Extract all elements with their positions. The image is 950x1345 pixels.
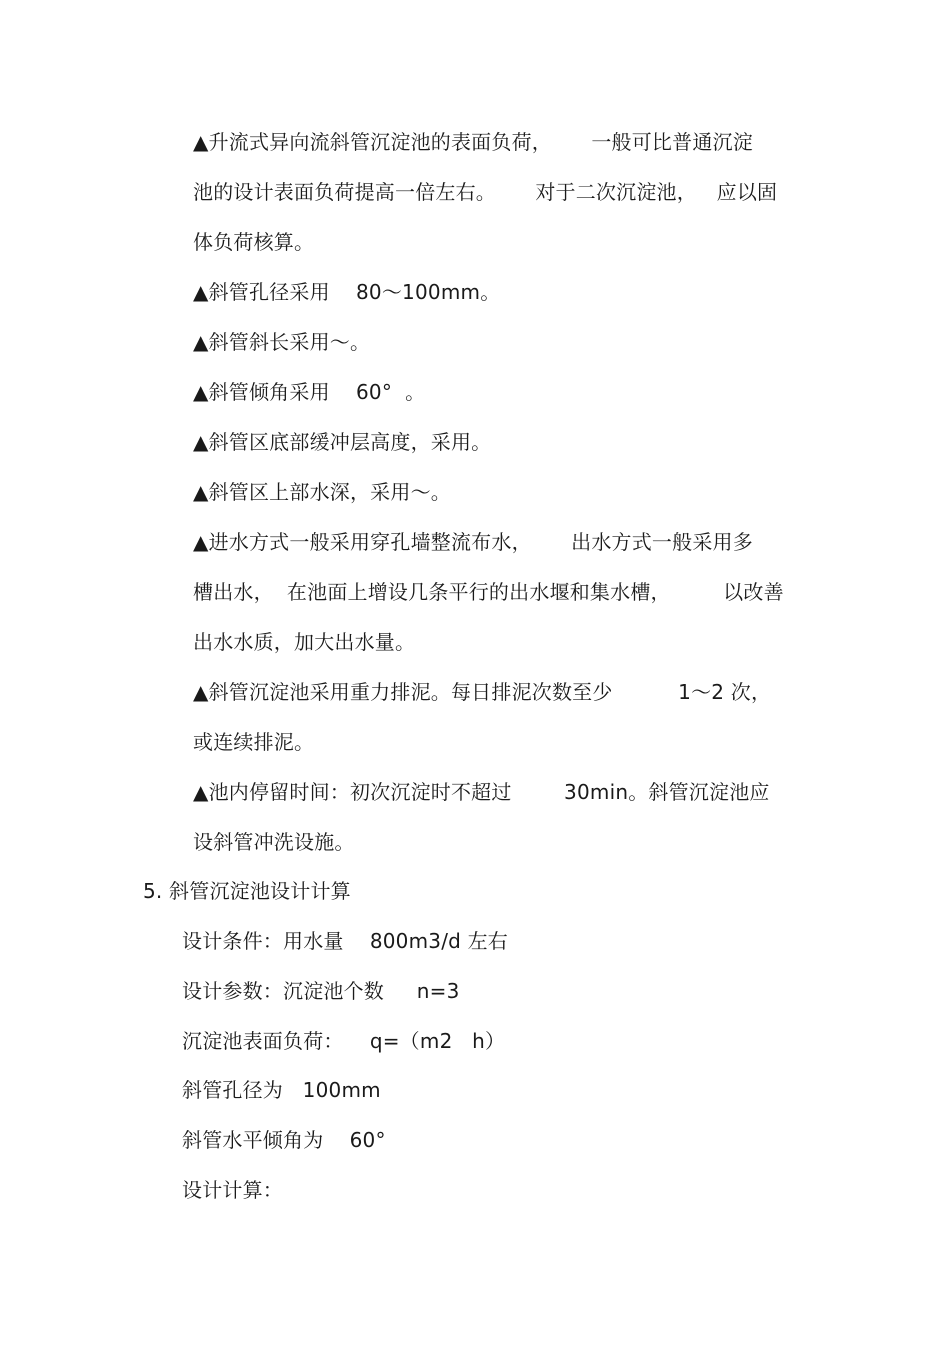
param-design-calculation: 设计计算： (182, 1178, 283, 1202)
bullet-sludge-discharge-line-1: ▲斜管沉淀池采用重力排泥。每日排泥次数至少 1～2 次， (193, 680, 772, 704)
param-design-parameter: 设计参数：沉淀池个数 n=3 (182, 979, 460, 1003)
param-surface-load: 沉淀池表面负荷： q=（m2 h） (182, 1029, 506, 1053)
bullet-tube-diameter: ▲斜管孔径采用 80～100mm。 (193, 280, 501, 304)
bullet-upper-water-depth: ▲斜管区上部水深，采用～。 (193, 480, 451, 504)
bullet-retention-time-line-2: 设斜管冲洗设施。 (193, 830, 355, 854)
bullet-surface-load-line-1: ▲升流式异向流斜管沉淀池的表面负荷， 一般可比普通沉淀 (193, 130, 753, 154)
param-tube-diameter: 斜管孔径为 100mm (182, 1078, 381, 1102)
bullet-buffer-layer: ▲斜管区底部缓冲层高度，采用。 (193, 430, 492, 454)
bullet-surface-load-line-3: 体负荷核算。 (193, 230, 315, 254)
bullet-sludge-discharge-line-2: 或连续排泥。 (193, 730, 315, 754)
param-tube-angle: 斜管水平倾角为 60° (182, 1128, 386, 1152)
bullet-tube-angle: ▲斜管倾角采用 60° 。 (193, 380, 426, 404)
bullet-inflow-outflow-line-3: 出水水质，加大出水量。 (193, 630, 416, 654)
bullet-retention-time-line-1: ▲池内停留时间：初次沉淀时不超过 30min。斜管沉淀池应 (193, 780, 770, 804)
bullet-inflow-outflow-line-1: ▲进水方式一般采用穿孔墙整流布水， 出水方式一般采用多 (193, 530, 753, 554)
bullet-inflow-outflow-line-2: 槽出水， 在池面上增设几条平行的出水堰和集水槽， 以改善 (193, 580, 784, 604)
param-design-condition: 设计条件：用水量 800m3/d 左右 (182, 929, 509, 953)
bullet-tube-length: ▲斜管斜长采用～。 (193, 330, 371, 354)
bullet-surface-load-line-2: 池的设计表面负荷提高一倍左右。 对于二次沉淀池， 应以固 (193, 180, 778, 204)
section-heading: 5. 斜管沉淀池设计计算 (143, 879, 351, 903)
